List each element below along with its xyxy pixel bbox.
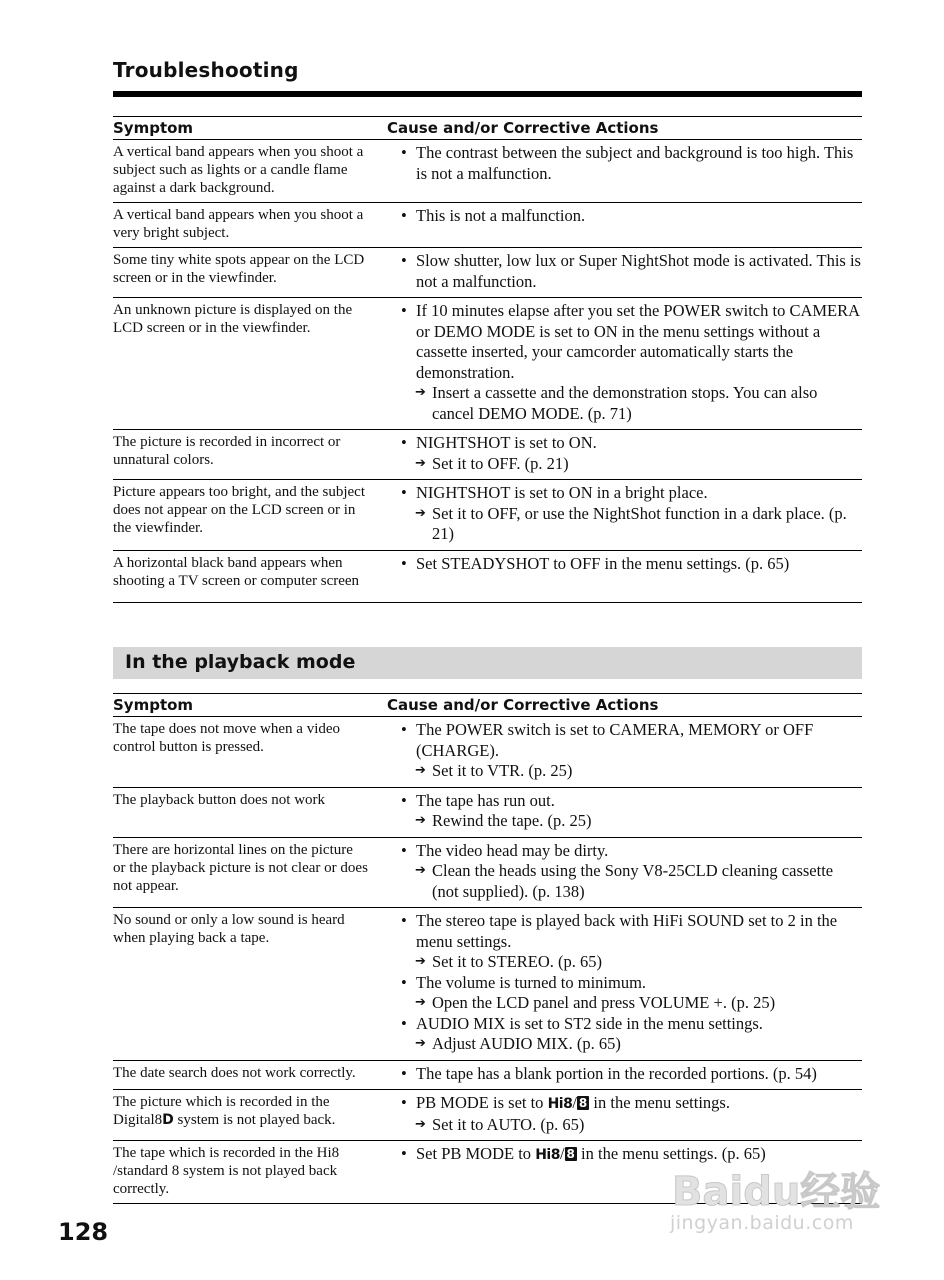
action-cell (387, 298, 862, 430)
corrective-action: ➔ Clean the heads using the Sony V8-25CLD cleaning cassette (not supplied). (p. 138) (415, 861, 834, 901)
hi8-logo-icon: Hi8 (547, 1096, 573, 1112)
symptom-cell: The date search does not work correctly. (113, 1060, 387, 1090)
table-row (113, 787, 862, 837)
action-cell (387, 550, 862, 602)
table-row (113, 908, 862, 1061)
cause-bullet: • The tape has run out. (401, 791, 862, 812)
symptom-header: Symptom (113, 117, 387, 140)
cause-bullet: • NIGHTSHOT is set to ON. (401, 433, 862, 454)
troubleshooting-table-recording (113, 116, 862, 603)
symptom-cell: The picture is recorded in incorrect or unnatural colors. (113, 430, 387, 480)
table-row (113, 203, 862, 248)
action-cell (387, 908, 862, 1061)
symptom-header: Symptom (113, 694, 387, 717)
cause-bullet: • The tape has a blank portion in the recorded portions. (p. 54) (401, 1064, 862, 1085)
arrow-icon: ➔ (415, 813, 426, 828)
cause-bullet: • The stereo tape is played back with HiFi SOUND set to 2 in the menu settings. (401, 911, 862, 952)
arrow-icon: ➔ (415, 995, 426, 1010)
table-header-row (113, 694, 862, 717)
corrective-action: ➔ Set it to AUTO. (p. 65) (415, 1114, 585, 1134)
table-row (113, 140, 862, 203)
arrow-icon: ➔ (415, 505, 426, 521)
symptom-cell: Picture appears too bright, and the subject does not appear on the LCD screen or in the viewfinder. (113, 480, 387, 551)
symptom-cell: Some tiny white spots appear on the LCD screen or in the viewfinder. (113, 248, 387, 298)
action-cell (387, 140, 862, 203)
baidu-watermark (668, 1160, 898, 1260)
symptom-cell: A horizontal black band appears when shooting a TV screen or computer screen (113, 550, 387, 602)
action-cell (387, 837, 862, 908)
symptom-cell: No sound or only a low sound is heard when playing back a tape. (113, 908, 387, 1061)
symptom-cell: A vertical band appears when you shoot a very bright subject. (113, 203, 387, 248)
action-cell (387, 787, 862, 837)
symptom-cell: There are horizontal lines on the picture or the playback picture is not clear or does not appear. (113, 837, 387, 908)
corrective-action: ➔ Set it to OFF, or use the NightShot function in a dark place. (p. 21) (415, 503, 847, 543)
arrow-icon: ➔ (415, 954, 426, 969)
table-row (113, 550, 862, 602)
cause-bullet: • This is not a malfunction. (401, 206, 862, 227)
cause-header: Cause and/or Corrective Actions (387, 694, 862, 717)
symptom-cell: The tape does not move when a video control button is pressed. (113, 717, 387, 788)
table-row (113, 298, 862, 430)
action-cell (387, 430, 862, 480)
standard8-logo-icon: 8 (578, 1096, 588, 1110)
cause-bullet: • The POWER switch is set to CAMERA, MEMORY or OFF (CHARGE). (401, 720, 862, 761)
corrective-action: ➔ Set it to OFF. (p. 21) (415, 453, 569, 473)
action-cell (387, 717, 862, 788)
corrective-action: ➔ Set it to VTR. (p. 25) (415, 761, 573, 780)
page-number: 128 (58, 1218, 109, 1246)
cause-bullet: • Set STEADYSHOT to OFF in the menu settings. (p. 65) (401, 554, 862, 575)
symptom-cell: A vertical band appears when you shoot a subject such as lights or a candle flame against a dark background. (113, 140, 387, 203)
action-cell (387, 480, 862, 551)
symptom-cell: An unknown picture is displayed on the LCD screen or in the viewfinder. (113, 298, 387, 430)
corrective-action: ➔ Insert a cassette and the demonstration stops. You can also cancel DEMO MODE. (p. 71) (415, 383, 818, 423)
section-heading-playback (113, 647, 862, 679)
cause-bullet: • If 10 minutes elapse after you set the POWER switch to CAMERA or DEMO MODE is set to ON in the menu settings without a cassette inserted, your camcorder automatically starts the demonstration. (401, 301, 862, 383)
title-rule (113, 91, 862, 97)
action-cell (387, 248, 862, 298)
corrective-action: ➔ Adjust AUDIO MIX. (p. 65) (415, 1034, 621, 1053)
cause-bullet: • AUDIO MIX is set to ST2 side in the menu settings. (401, 1014, 862, 1035)
table-row (113, 1060, 862, 1090)
watermark-url: jingyan.baidu.com (670, 1212, 854, 1234)
cause-bullet: • Set PB MODE to Hi8/ 8 in the menu settings. (p. 65) (401, 1144, 862, 1166)
table-row (113, 717, 862, 788)
arrow-icon: ➔ (415, 385, 426, 400)
corrective-action: ➔ Rewind the tape. (p. 25) (415, 811, 592, 830)
action-cell (387, 1060, 862, 1090)
arrow-icon: ➔ (415, 1116, 426, 1132)
table-row (113, 837, 862, 908)
digital8-logo-icon: D (162, 1112, 174, 1128)
table-header-row (113, 117, 862, 140)
arrow-icon: ➔ (415, 455, 426, 471)
cause-bullet: • The video head may be dirty. (401, 841, 862, 862)
table-row (113, 480, 862, 551)
cause-bullet: • Slow shutter, low lux or Super NightShot mode is activated. This is not a malfunction. (401, 251, 862, 292)
cause-bullet: • The contrast between the subject and background is too high. This is not a malfunction. (401, 143, 862, 184)
table-row (113, 430, 862, 480)
cause-bullet: • The volume is turned to minimum. (401, 973, 862, 994)
arrow-icon: ➔ (415, 763, 426, 778)
table-row (113, 1090, 862, 1141)
action-cell (387, 203, 862, 248)
watermark-logo: Baidu经验 (672, 1169, 881, 1215)
troubleshooting-table-playback (113, 693, 862, 1204)
cause-bullet: • PB MODE is set to Hi8/ 8 in the menu settings. (401, 1093, 862, 1115)
page-title: Troubleshooting (113, 58, 299, 82)
corrective-action: ➔ Set it to STEREO. (p. 65) (415, 952, 603, 971)
standard8-logo-icon: 8 (566, 1147, 575, 1161)
section-title: In the playback mode (125, 651, 356, 673)
cause-header: Cause and/or Corrective Actions (387, 117, 862, 140)
arrow-icon: ➔ (415, 863, 426, 878)
corrective-action: ➔ Open the LCD panel and press VOLUME +. (p. 25) (415, 993, 776, 1012)
table-row (113, 248, 862, 298)
arrow-icon: ➔ (415, 1036, 426, 1051)
symptom-cell: The playback button does not work (113, 787, 387, 837)
hi8-logo-icon: Hi8 (535, 1147, 560, 1163)
action-cell (387, 1090, 862, 1141)
symptom-cell: The tape which is recorded in the Hi8 /standard 8 system is not played back correctly. (113, 1141, 387, 1204)
cause-bullet: • NIGHTSHOT is set to ON in a bright place. (401, 483, 862, 504)
symptom-cell: The picture which is recorded in the Digital8D system is not played back. (113, 1090, 387, 1141)
